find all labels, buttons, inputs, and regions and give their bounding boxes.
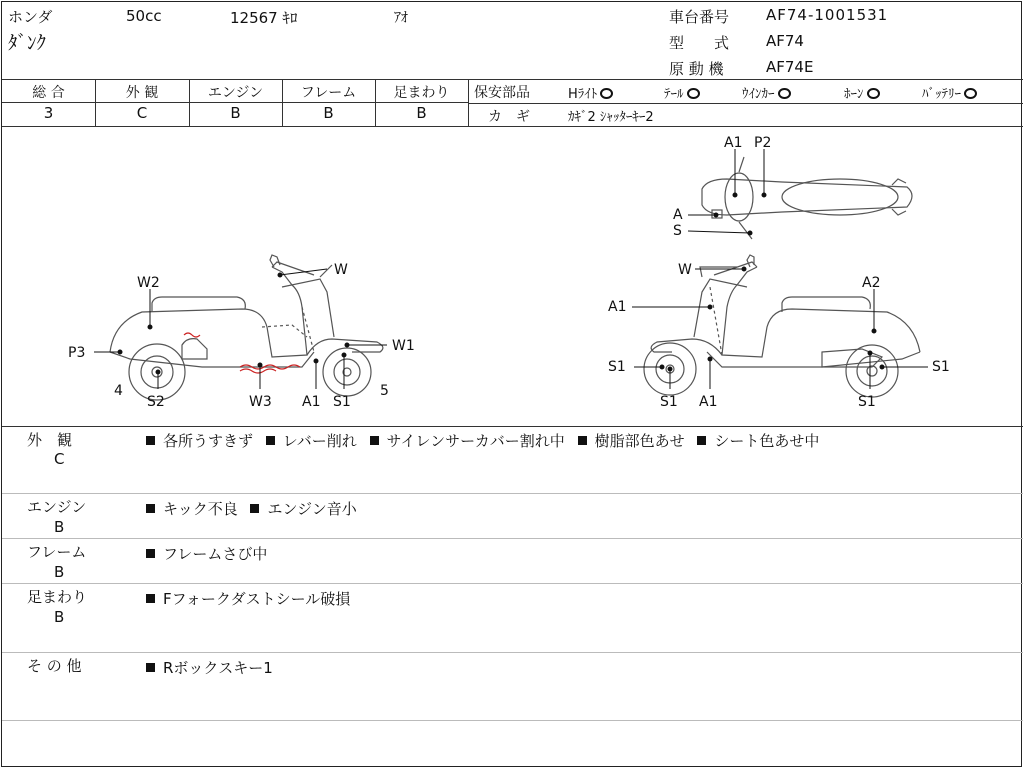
left-label-4: 4 xyxy=(114,383,123,399)
bullet-icon xyxy=(146,549,155,558)
notes-category-suspension: 足まわり xyxy=(27,588,88,606)
right-label-w: W xyxy=(678,262,692,278)
notes-row-divider xyxy=(2,538,1023,539)
model-name: ﾀﾞﾝｸ xyxy=(8,32,47,54)
top-label-a1: A1 xyxy=(724,135,743,151)
grade-value-suspension: B xyxy=(416,104,427,122)
grade-header-exterior: 外 観 xyxy=(125,85,159,101)
grade-value-frame: B xyxy=(323,104,334,122)
safety-item-label: Hﾗｲﾄ xyxy=(568,87,598,102)
note-item: キック不良 xyxy=(163,500,238,518)
grade-value-overall: 3 xyxy=(43,104,54,122)
grade-header-suspension: 足まわり xyxy=(393,85,450,101)
safety-item-headlight xyxy=(568,83,613,102)
left-label-w: W xyxy=(334,262,348,278)
damage-diagram xyxy=(2,127,1023,427)
notes-category-other: そ の 他 xyxy=(27,657,82,675)
grade-header-overall: 総 合 xyxy=(32,85,65,101)
note-item: 各所うすきず xyxy=(163,432,254,450)
safety-item-label: ﾊﾞｯﾃﾘｰ xyxy=(922,87,961,102)
notes-row-divider xyxy=(2,720,1023,721)
notes-row-divider xyxy=(2,652,1023,653)
ok-circle-icon xyxy=(600,88,613,99)
safety-mid-border xyxy=(468,103,1023,104)
ok-circle-icon xyxy=(778,88,791,99)
type-label: 型 式 xyxy=(669,34,730,52)
grade-table-top-border xyxy=(2,79,1023,80)
note-item: フレームさび中 xyxy=(163,545,268,563)
ok-circle-icon xyxy=(964,88,977,99)
note-item: シート色あせ中 xyxy=(714,432,820,450)
notes-category-engine: エンジン xyxy=(27,498,87,516)
grade-header-frame: フレーム xyxy=(300,85,357,101)
grade-header-engine: エンジン xyxy=(207,85,264,101)
left-label-p3: P3 xyxy=(68,345,86,361)
safety-item-winker xyxy=(742,83,791,102)
safety-item-battery xyxy=(922,83,977,102)
frame-no-label: 車台番号 xyxy=(669,8,730,26)
notes-top-border xyxy=(2,426,1023,427)
ok-circle-icon xyxy=(867,88,880,99)
scooter-top-view xyxy=(702,157,912,239)
right-label-s1-wheel: S1 xyxy=(660,394,678,410)
key-label: カ ギ xyxy=(488,109,530,125)
grade-value-engine: B xyxy=(230,104,241,122)
bullet-icon xyxy=(250,504,259,513)
notes-items-frame xyxy=(138,543,267,564)
engine-label: 原 動 機 xyxy=(669,60,724,78)
inspection-sheet xyxy=(1,1,1022,767)
bullet-icon xyxy=(146,504,155,513)
notes-items-engine xyxy=(138,498,357,519)
left-label-w3: W3 xyxy=(249,394,272,410)
notes-items-suspension xyxy=(138,588,350,609)
note-item: レバー削れ xyxy=(282,432,357,450)
safety-item-horn xyxy=(844,83,880,102)
grade-divider xyxy=(468,79,469,127)
bullet-icon xyxy=(146,663,155,672)
right-label-s1-rear: S1 xyxy=(858,394,876,410)
notes-category-exterior: 外 観 xyxy=(27,431,73,449)
bullet-icon xyxy=(697,436,706,445)
note-item: サイレンサーカバー割れ中 xyxy=(386,432,565,450)
top-label-p2: P2 xyxy=(754,135,772,151)
bullet-icon xyxy=(578,436,587,445)
note-item: Rボックスキー1 xyxy=(163,659,273,677)
note-item: Fフォークダストシール破損 xyxy=(163,590,351,608)
safety-item-label: ｳｲﾝｶｰ xyxy=(742,87,775,102)
left-label-s1: S1 xyxy=(333,394,351,410)
right-label-s1-front: S1 xyxy=(608,359,626,375)
right-label-s1-muffler: S1 xyxy=(932,359,950,375)
safety-item-taillight xyxy=(664,83,700,102)
notes-row-divider xyxy=(2,493,1023,494)
left-label-w2: W2 xyxy=(137,275,160,291)
left-label-a1: A1 xyxy=(302,394,321,410)
top-label-s: S xyxy=(673,223,682,239)
notes-category-frame: フレーム xyxy=(27,543,87,561)
engine-value: AF74E xyxy=(766,58,814,76)
type-value: AF74 xyxy=(766,32,804,50)
safety-item-label: ﾃｰﾙ xyxy=(664,87,684,102)
left-label-w1: W1 xyxy=(392,338,415,354)
note-item: 樹脂部色あせ xyxy=(594,432,685,450)
safety-item-label: ﾎｰﾝ xyxy=(844,87,864,102)
notes-grade-exterior: C xyxy=(54,450,65,468)
left-label-5: 5 xyxy=(380,383,389,399)
notes-items-exterior xyxy=(138,430,819,451)
notes-grade-frame: B xyxy=(54,563,65,581)
mileage: 12567 ｷﾛ xyxy=(230,9,298,27)
right-label-a1: A1 xyxy=(608,299,627,315)
displacement: 50cc xyxy=(126,7,162,25)
note-item: エンジン音小 xyxy=(267,500,357,518)
grade-value-exterior: C xyxy=(136,104,148,122)
notes-grade-engine: B xyxy=(54,518,65,536)
bullet-icon xyxy=(266,436,275,445)
bullet-icon xyxy=(146,436,155,445)
body-color: ｱｵ xyxy=(394,10,408,26)
ok-circle-icon xyxy=(687,88,700,99)
frame-no: AF74-1001531 xyxy=(766,6,889,24)
left-label-s2: S2 xyxy=(147,394,165,410)
right-label-a1-lower: A1 xyxy=(699,394,718,410)
right-label-a2: A2 xyxy=(862,275,881,291)
notes-grade-suspension: B xyxy=(54,608,65,626)
notes-row-divider xyxy=(2,583,1023,584)
bullet-icon xyxy=(146,594,155,603)
notes-items-other xyxy=(138,657,273,678)
top-label-a: A xyxy=(673,207,683,223)
key-value: ｶｷﾞ2 ｼｬｯﾀｰｷｰ2 xyxy=(568,110,654,125)
maker: ホンダ xyxy=(8,8,53,26)
safety-label: 保安部品 xyxy=(474,85,530,101)
grade-table-mid-border xyxy=(2,102,468,103)
bullet-icon xyxy=(370,436,379,445)
